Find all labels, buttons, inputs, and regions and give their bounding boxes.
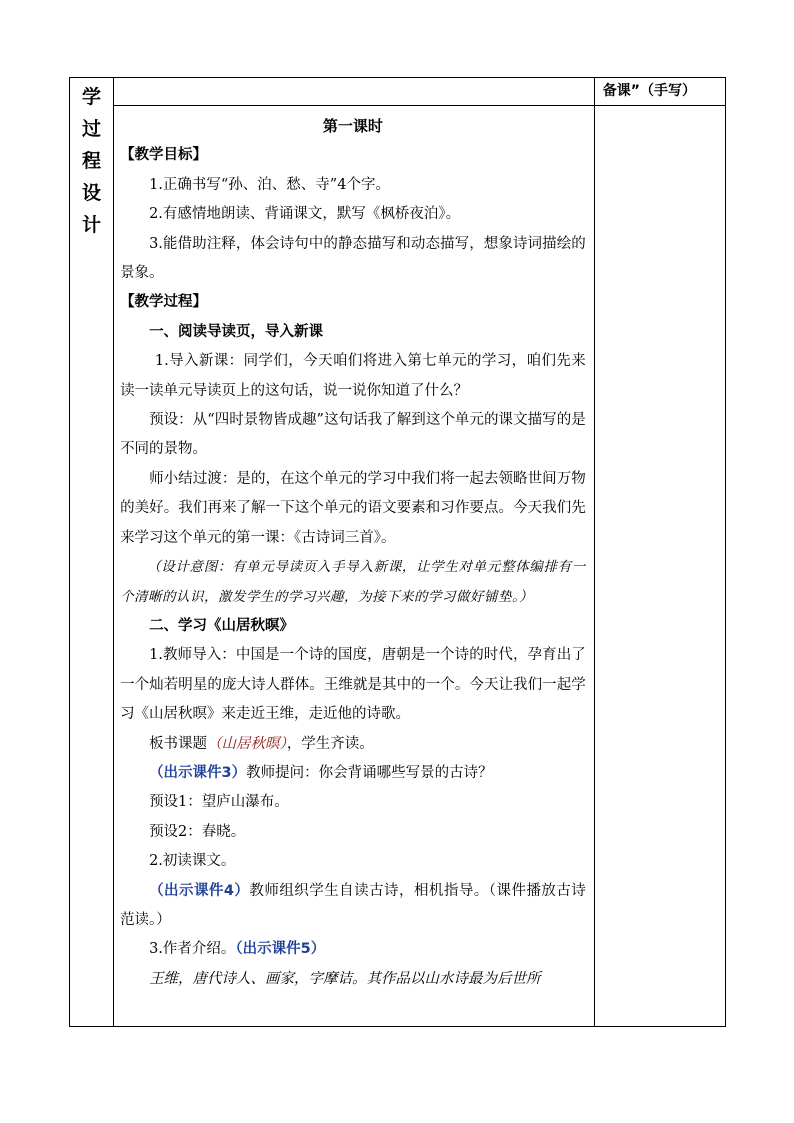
note-header-cell: 备课”（手写） [594, 78, 725, 106]
section-heading: 一、阅读导读页，导入新课 [149, 323, 324, 340]
design-note: （设计意图：有单元导读页入手导入新课，让学生对单元整体编排有一个清晰的认识，激发学生的学习兴趣，为接下来的学习做好铺垫。） [120, 559, 586, 605]
paragraph: 1.教师导入：中国是一个诗的国度，唐朝是一个诗的时代，孕育出了一个灿若明星的庞大诗人群体。王维就是其中的一个。今天让我们一起学习《山居秋暝》来走近王维，走近他的诗歌。 [120, 647, 586, 723]
paragraph: 2.初读课文。 [149, 853, 236, 870]
process-header: 【教学过程】 [120, 294, 208, 311]
section-heading: 二、学习《山居秋暝》 [149, 617, 295, 634]
courseware-line: 3.作者介绍。（出示课件5） [149, 941, 326, 958]
courseware-line: （出示课件4）教师组织学生自读古诗，相机指导。（课件播放古诗范读。） [120, 882, 586, 928]
courseware-tag: （出示课件4） [149, 882, 250, 899]
header-main-cell [114, 78, 595, 106]
note-cell [594, 106, 725, 1027]
side-label: 学 过 程 设 计 [82, 86, 102, 236]
lesson-content-cell [114, 106, 595, 1027]
goal-item: 1.正确书写“孙、泊、愁、寺”4个字。 [149, 176, 390, 193]
board-title: （山居秋暝） [207, 735, 287, 752]
side-label-cell [70, 78, 114, 1027]
paragraph: 预设：从“四时景物皆成趣”这句话我了解到这个单元的课文描写的是不同的景物。 [120, 412, 586, 458]
paragraph: 预设1：望庐山瀑布。 [149, 794, 289, 811]
board-line: 板书课题（山居秋暝），学生齐读。 [149, 735, 374, 752]
paragraph: 师小结过渡：是的，在这个单元的学习中我们将一起去领略世间万物的美好。我们再来了解一下这个单元的语文要素和习作要点。今天我们先来学习这个单元的第一课：《古诗词三首》。 [120, 470, 586, 546]
paragraph: 预设2：春晓。 [149, 823, 246, 840]
goals-header: 【教学目标】 [120, 147, 208, 164]
lesson-title: 第一课时 [322, 117, 383, 135]
courseware-tag: （出示课件5） [235, 941, 326, 958]
courseware-tag: （出示课件3） [149, 764, 247, 781]
goal-item: 3.能借助注释，体会诗句中的静态描写和动态描写，想象诗词描绘的景象。 [120, 235, 586, 282]
lesson-content [114, 106, 594, 994]
paragraph: 1.导入新课：同学们，今天咱们将进入第七单元的学习，咱们先来读一读单元导读页上的这句话，说一说你知道了什么？ [120, 353, 586, 399]
author-intro: 王维，唐代诗人、画家，字摩诘。其作品以山水诗最为后世所 [149, 970, 541, 987]
courseware-line: （出示课件3）教师提问：你会背诵哪些写景的古诗？ [149, 764, 493, 781]
goal-item: 2.有感情地朗读、背诵课文，默写《枫桥夜泊》。 [149, 206, 461, 223]
lesson-plan-table [69, 77, 726, 1027]
